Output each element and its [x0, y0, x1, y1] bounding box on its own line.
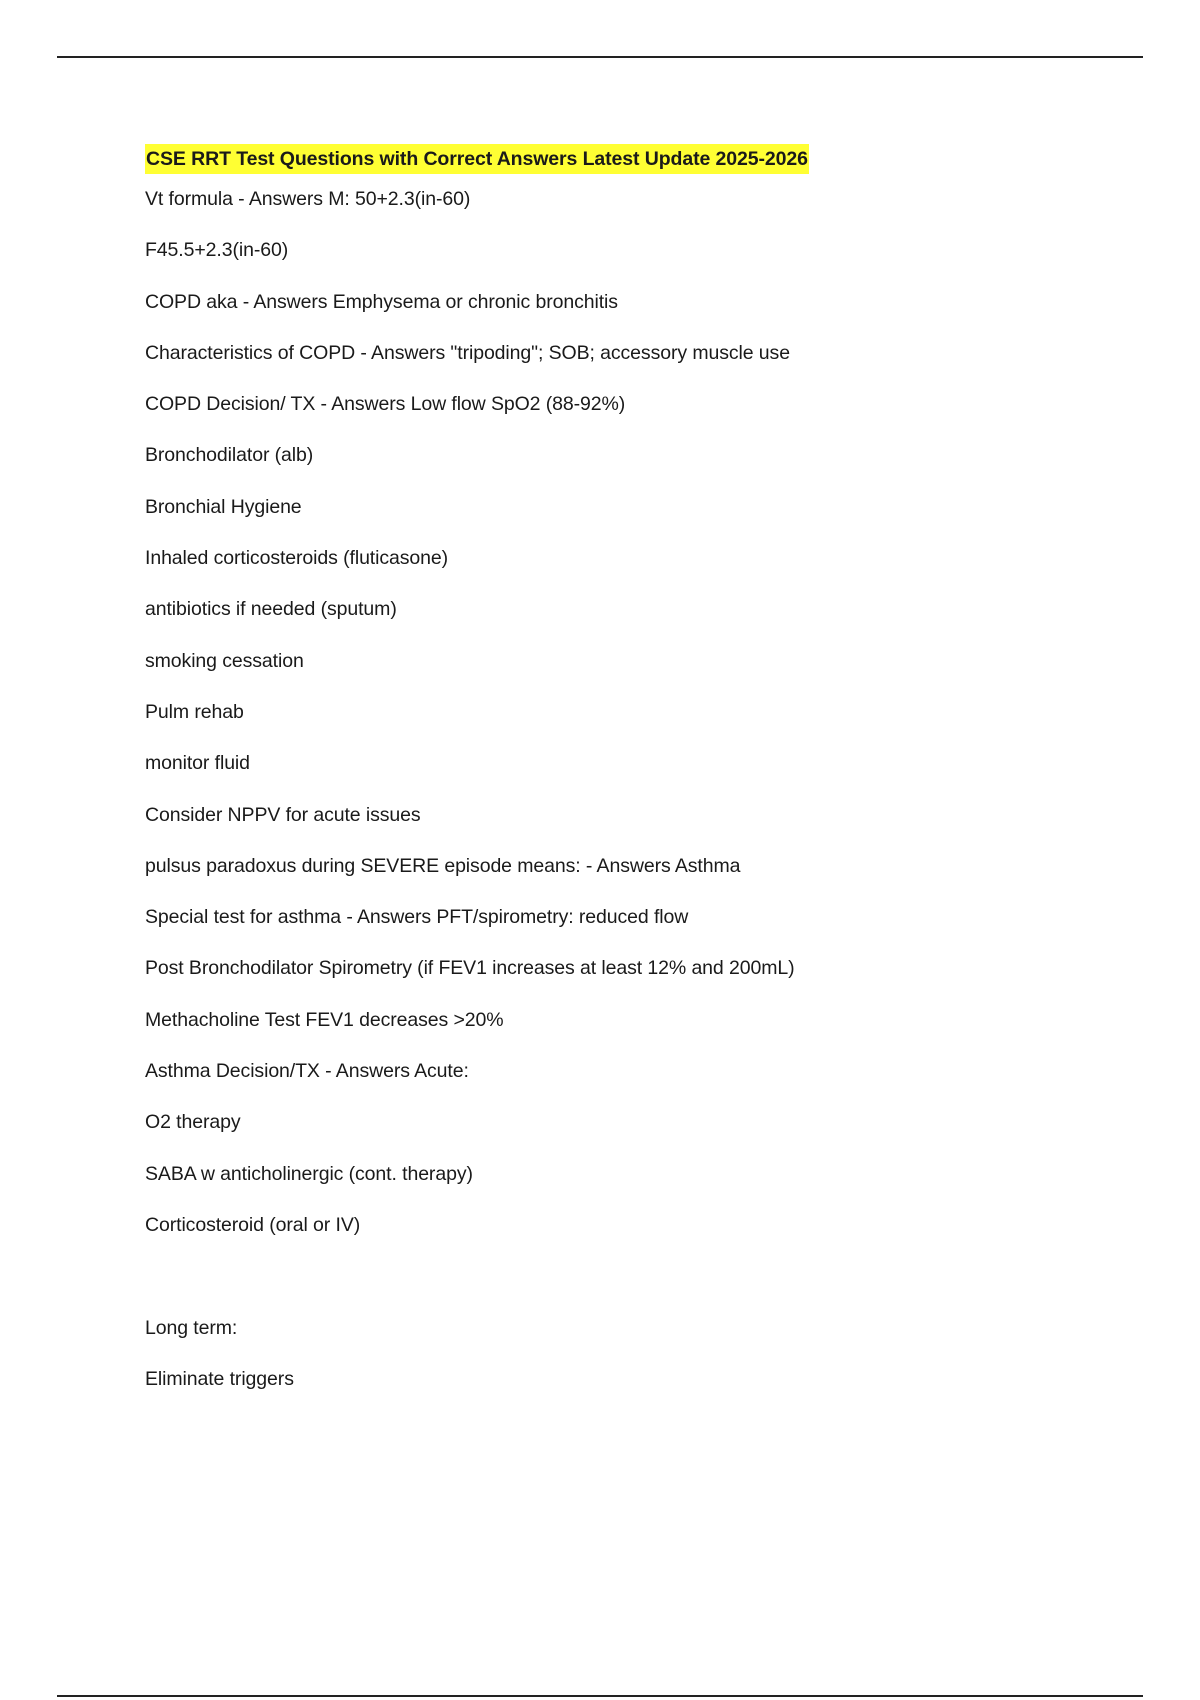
text-line: Consider NPPV for acute issues	[145, 803, 421, 826]
text-line: Bronchodilator (alb)	[145, 444, 314, 467]
document-title: CSE RRT Test Questions with Correct Answers Latest Update 2025-2026	[145, 144, 809, 174]
text-line: COPD aka - Answers Emphysema or chronic bronchitis	[145, 290, 618, 313]
document-body	[145, 144, 1105, 1405]
text-line: monitor fluid	[145, 752, 250, 775]
bottom-rule	[57, 1695, 1143, 1697]
top-rule	[57, 56, 1143, 58]
text-line: Eliminate triggers	[145, 1367, 294, 1390]
text-line: O2 therapy	[145, 1111, 241, 1134]
text-line: Characteristics of COPD - Answers "tripoding"; SOB; accessory muscle use	[145, 341, 790, 364]
text-line: Long term:	[145, 1316, 238, 1339]
text-line: Post Bronchodilator Spirometry (if FEV1 increases at least 12% and 200mL)	[145, 957, 795, 980]
text-line: Methacholine Test FEV1 decreases >20%	[145, 1008, 504, 1031]
text-line: Pulm rehab	[145, 700, 244, 723]
text-line: Corticosteroid (oral or IV)	[145, 1213, 361, 1236]
text-line: pulsus paradoxus during SEVERE episode means: - Answers Asthma	[145, 854, 741, 877]
text-line: Special test for asthma - Answers PFT/spirometry: reduced flow	[145, 906, 689, 929]
text-line: COPD Decision/ TX - Answers Low flow SpO2 (88-92%)	[145, 393, 626, 416]
text-line: SABA w anticholinergic (cont. therapy)	[145, 1162, 473, 1185]
text-line: Asthma Decision/TX - Answers Acute:	[145, 1060, 469, 1083]
text-line: Inhaled corticosteroids (fluticasone)	[145, 547, 449, 570]
text-line: F45.5+2.3(in-60)	[145, 239, 289, 262]
text-line: antibiotics if needed (sputum)	[145, 598, 397, 621]
text-line: Vt formula - Answers M: 50+2.3(in-60)	[145, 188, 471, 210]
text-line: smoking cessation	[145, 649, 304, 672]
content-lines	[145, 174, 1105, 1405]
text-line: Bronchial Hygiene	[145, 495, 302, 518]
